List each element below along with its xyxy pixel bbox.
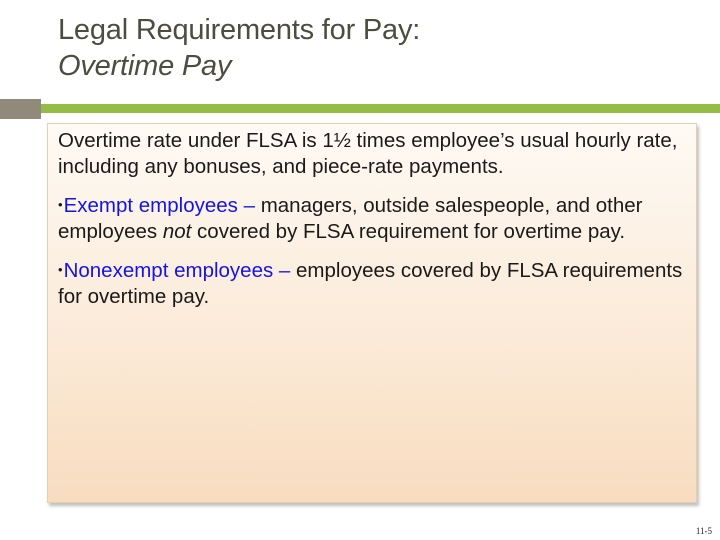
page-number: 11-5: [695, 526, 712, 536]
nonexempt-term: Nonexempt employees –: [63, 259, 291, 282]
exempt-item: [58, 192, 686, 245]
content-box: [47, 123, 697, 503]
exempt-text-after: covered by FLSA requirement for overtime pay.: [191, 220, 626, 243]
exempt-text-before: managers, outside salespeople, and other employees: [58, 194, 643, 243]
nonexempt-item: [58, 257, 686, 310]
title-rule-gray-block: [0, 99, 41, 119]
slide-title: [58, 12, 698, 84]
title-rule-green-bar: [41, 104, 720, 113]
bullet-icon: •: [58, 197, 63, 212]
exempt-term: Exempt employees –: [63, 194, 255, 217]
title-line-2: Overtime Pay: [58, 50, 232, 82]
title-line-1: Legal Requirements for Pay:: [58, 14, 421, 46]
nonexempt-text: employees covered by FLSA requirements for overtime pay.: [58, 259, 683, 308]
exempt-emphasis: not: [162, 220, 192, 243]
bullet-icon: •: [58, 262, 63, 277]
intro-paragraph: Overtime rate under FLSA is 1½ times employee’s usual hourly rate, including any bonuses, and piece-rate payments.: [58, 129, 678, 178]
